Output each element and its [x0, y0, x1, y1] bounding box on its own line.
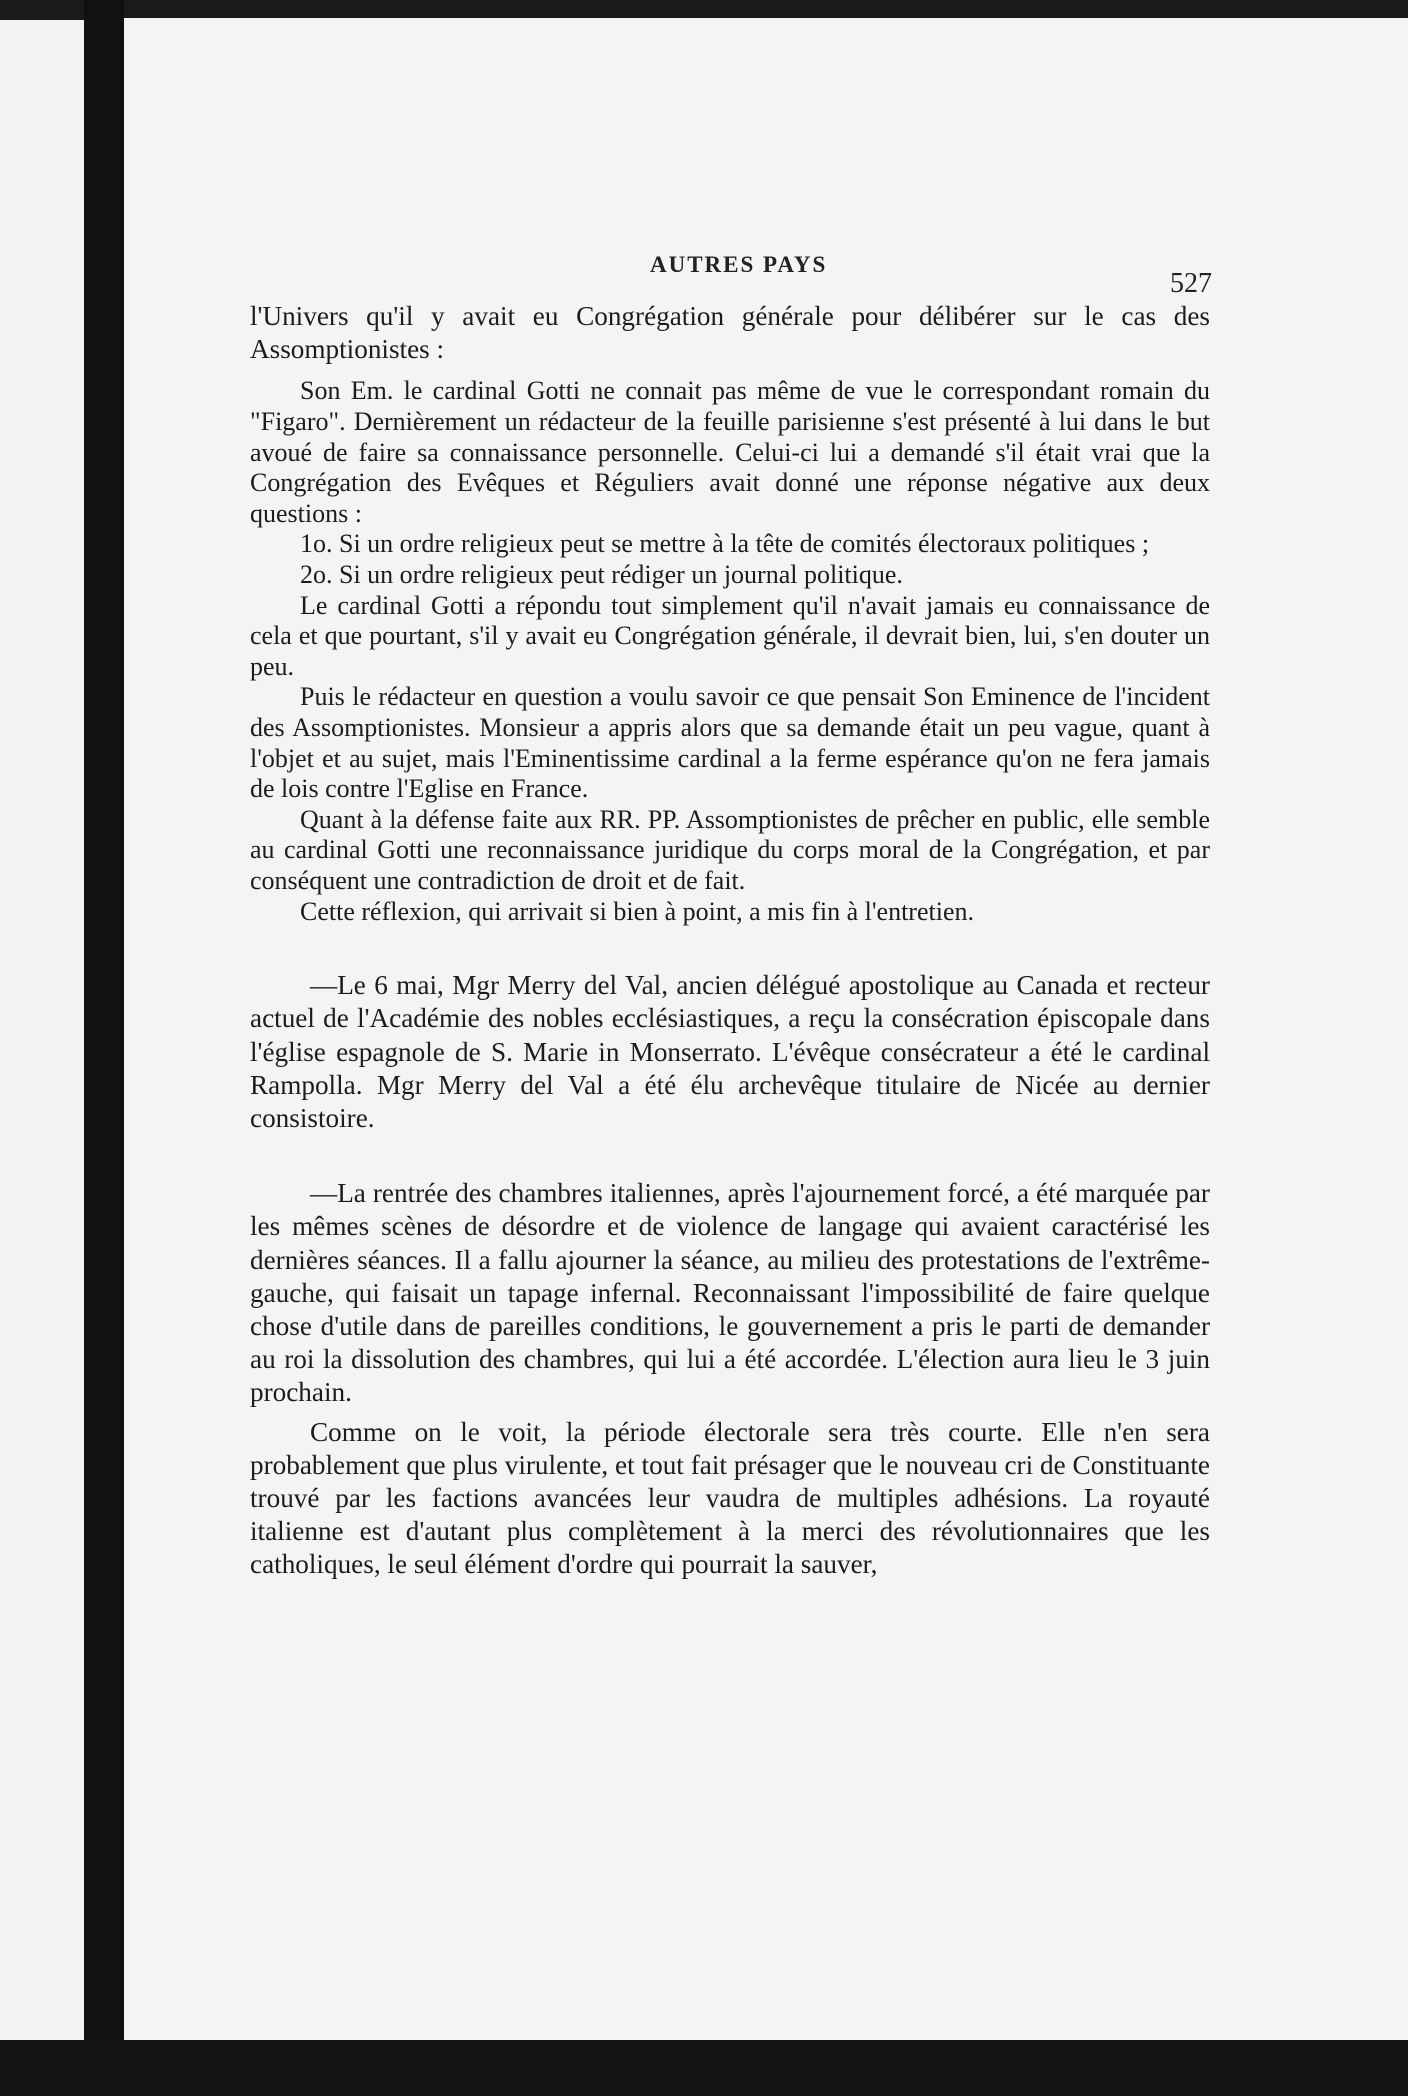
- book-gutter: [84, 0, 124, 2096]
- quote-paragraph: Le cardinal Gotti a répondu tout simplement qu'il n'avait jamais eu connaissance de cela et que pourtant, s'il y avait eu Congrégation générale, il devrait bien, lui, s'en douter un peu.: [250, 590, 1210, 681]
- quote-paragraph: Son Em. le cardinal Gotti ne connait pas même de vue le correspondant romain du "Figaro". Dernièrement un rédacteur de la feuille parisienne s'est présenté à lui dans le but avoué de faire sa connaissance personnelle. Celui-ci lui a demandé s'il était vrai que la Congrégation des Evêques et Réguliers avait donné une réponse négative aux deux questions :: [250, 376, 1210, 528]
- news-paragraph: —Le 6 mai, Mgr Merry del Val, ancien délégué apostolique au Canada et recteur actuel de l'Académie des nobles ecclésiastiques, a reçu la consécration épiscopale dans l'église espagnole de S. Marie in Monserrato. L'évêque consécrateur a été le cardinal Rampolla. Mgr Merry del Val a été élu archevêque titulaire de Nicée au dernier consistoire.: [250, 970, 1210, 1133]
- news-paragraph: —La rentrée des chambres italiennes, après l'ajournement forcé, a été marquée par les mêmes scènes de désordre et de violence de langage qui avaient caractérisé les dernières séances. Il a fallu ajourner la séance, au milieu des protestations de l'extrême-gauche, qui faisait un tapage infernal. Reconnaissant l'impossibilité de faire quelque chose d'utile dans de pareilles conditions, le gouvernement a pris le parti de demander au roi la dissolution des chambres, qui lui a été accordée. L'élection aura lieu le 3 juin prochain.: [250, 1178, 1210, 1408]
- paragraph: Comme on le voit, la période électorale sera très courte. Elle n'en sera probablement que plus virulente, et tout fait présager que le nouveau cri de Constituante trouvé par les factions avancées leur vaudra de multiples adhésions. La royauté italienne est d'autant plus complètement à la merci des révolutionnaires que les catholiques, le seul élément d'ordre qui pourrait la sauver,: [250, 1416, 1210, 1580]
- quote-paragraph: Quant à la défense faite aux RR. PP. Assomptionistes de prêcher en public, elle semble au cardinal Gotti une reconnaissance juridique du corps moral de la Congrégation, et par conséquent une contradiction de droit et de fait.: [250, 804, 1210, 895]
- quote-paragraph: 2o. Si un ordre religieux peut rédiger un journal politique.: [300, 559, 903, 589]
- quote-paragraph: Puis le rédacteur en question a voulu savoir ce que pensait Son Eminence de l'incident des Assomptionistes. Monsieur a appris alors que sa demande était un peu vague, quant à l'objet et au sujet, mais l'Eminentissime cardinal a la ferme espérance qu'on ne fera jamais de lois contre l'Eglise en France.: [250, 682, 1210, 804]
- scan-border: [0, 2040, 1408, 2096]
- running-header: AUTRES PAYS: [650, 252, 828, 277]
- quote-paragraph: Cette réflexion, qui arrivait si bien à point, a mis fin à l'entretien.: [300, 896, 974, 926]
- left-page-margin: [0, 20, 84, 2040]
- page-body: [250, 300, 1210, 1582]
- quote-paragraph: 1o. Si un ordre religieux peut se mettre à la tête de comités électoraux politiques ;: [300, 529, 1150, 559]
- page-number: 527: [1170, 268, 1212, 299]
- paragraph: l'Univers qu'il y avait eu Congrégation générale pour délibérer sur le cas des Assomptionistes :: [250, 301, 1210, 365]
